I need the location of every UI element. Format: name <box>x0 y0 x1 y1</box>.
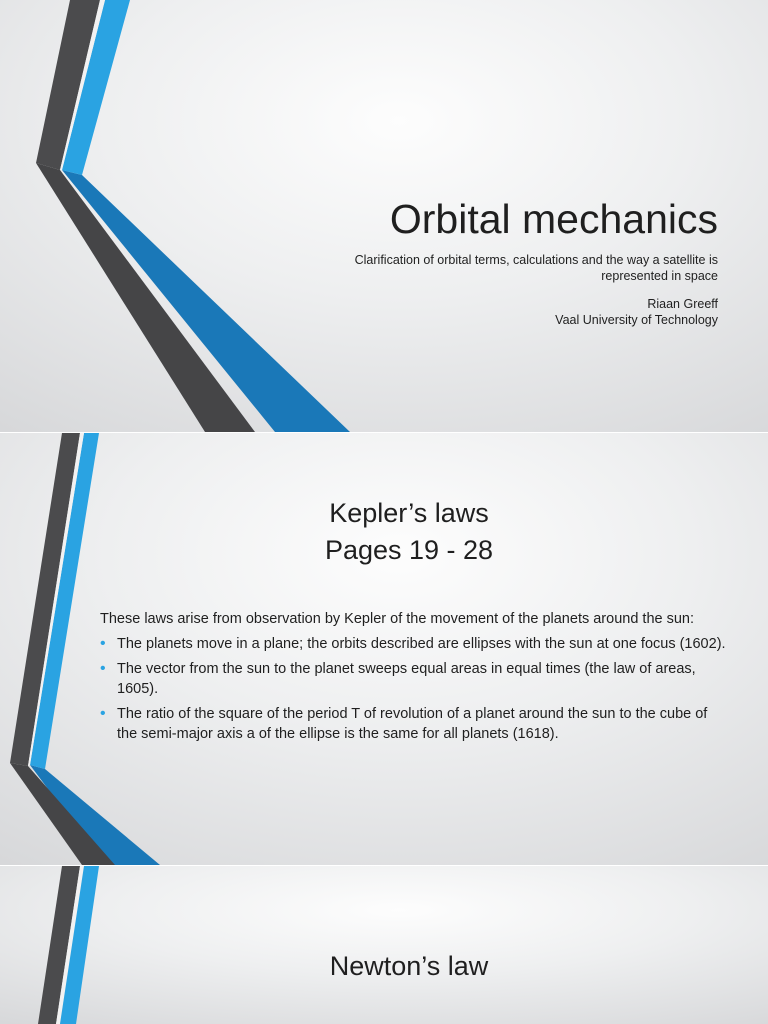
bullet-list <box>100 634 730 744</box>
slide-heading: Newton’s law <box>329 951 489 981</box>
presentation-subtitle: Clarification of orbital terms, calculations and the way a satellite is represented in space <box>354 253 718 283</box>
slide-heading-line1: Kepler’s laws <box>329 498 489 528</box>
bullet-icon: • <box>100 705 106 722</box>
bullet-text: The planets move in a plane; the orbits described are ellipses with the sun at one focus (1602). <box>117 636 726 652</box>
list-item <box>100 634 730 654</box>
list-item <box>100 704 730 744</box>
stripe-dark-gray-lower <box>10 763 115 865</box>
author-name: Riaan Greeff <box>647 297 718 311</box>
bullet-icon: • <box>100 660 106 677</box>
slide-heading <box>200 495 618 569</box>
slide-body <box>100 609 730 749</box>
institution-name: Vaal University of Technology <box>555 313 718 327</box>
bullet-text: The ratio of the square of the period T of revolution of a planet around the sun to the cube of the semi-major axis a of the ellipse is the same for all planets (1618). <box>117 706 708 742</box>
bullet-icon: • <box>100 635 106 652</box>
author-block <box>555 296 718 328</box>
bullet-text: The vector from the sun to the planet sweeps equal areas in equal times (the law of areas, 1605). <box>117 661 696 697</box>
presentation-title: Orbital mechanics <box>389 196 718 242</box>
slide-title <box>0 0 768 432</box>
slide-heading-line2: Pages 19 - 28 <box>324 535 494 565</box>
decorative-stripes <box>0 866 768 1024</box>
intro-paragraph: These laws arise from observation by Kepler of the movement of the planets around the sun: <box>100 611 695 627</box>
slide-newtons-law <box>0 866 768 1024</box>
slide-keplers-laws <box>0 433 768 865</box>
list-item <box>100 659 730 699</box>
stripe-dark-gray-lower <box>36 163 255 432</box>
